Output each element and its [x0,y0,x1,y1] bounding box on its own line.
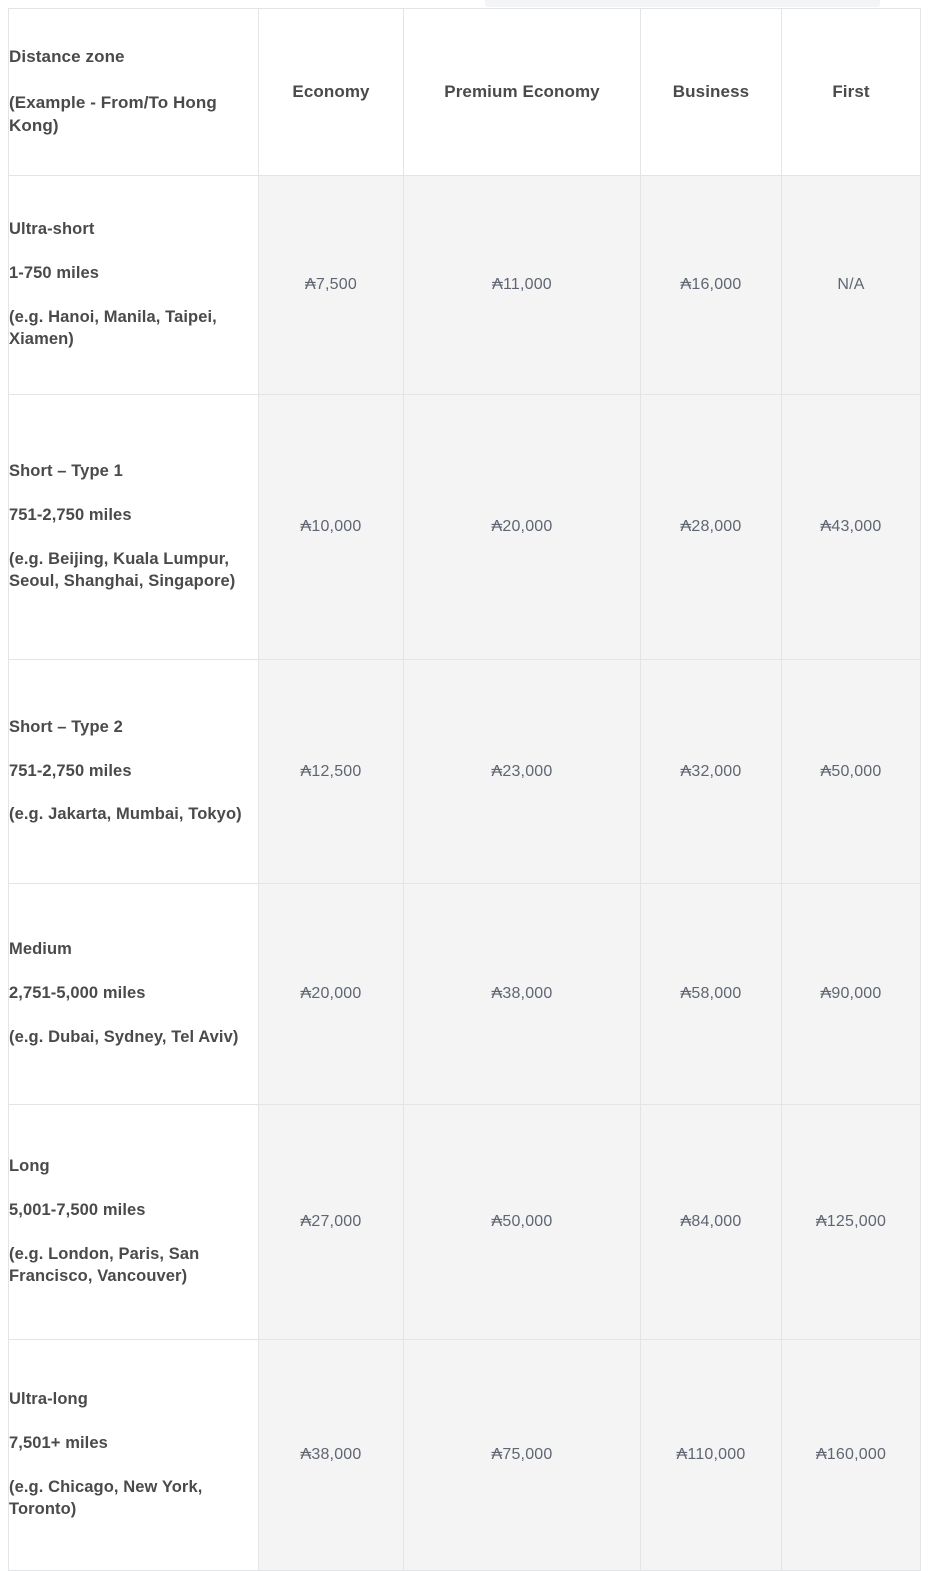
value-economy: ₳12,500 [259,660,404,884]
award-chart-container [8,8,920,1571]
value-economy: ₳20,000 [259,884,404,1105]
zone-examples: (e.g. Chicago, New York, Toronto) [9,1478,203,1518]
column-header-business: Business [641,9,782,176]
value-first: ₳43,000 [782,395,921,660]
distance-zone-subtitle: (Example - From/To Hong Kong) [9,93,217,135]
value-premium-economy: ₳50,000 [404,1105,641,1340]
value-economy: ₳10,000 [259,395,404,660]
value-first: ₳160,000 [782,1340,921,1571]
scrolled-element-sliver [485,0,880,7]
table-header [9,9,921,176]
table-row [9,395,921,660]
value-economy: ₳38,000 [259,1340,404,1571]
zone-name: Short – Type 2 [9,717,123,736]
value-premium-economy: ₳20,000 [404,395,641,660]
zone-name: Medium [9,940,72,959]
value-premium-economy: ₳38,000 [404,884,641,1105]
value-premium-economy: ₳23,000 [404,660,641,884]
zone-cell [9,884,259,1105]
value-economy: ₳27,000 [259,1105,404,1340]
zone-miles: 7,501+ miles [9,1434,108,1453]
table-row [9,176,921,395]
distance-zone-title: Distance zone [9,47,125,67]
column-header-premium-economy: Premium Economy [404,9,641,176]
value-business: ₳28,000 [641,395,782,660]
award-chart-table [8,8,921,1571]
zone-name: Long [9,1157,50,1176]
value-business: ₳32,000 [641,660,782,884]
value-first: ₳50,000 [782,660,921,884]
column-header-first: First [782,9,921,176]
table-body [9,176,921,1571]
zone-examples: (e.g. Beijing, Kuala Lumpur, Seoul, Shanghai, Singapore) [9,550,236,590]
value-first: ₳90,000 [782,884,921,1105]
value-business: ₳110,000 [641,1340,782,1571]
value-business: ₳84,000 [641,1105,782,1340]
value-first: ₳125,000 [782,1105,921,1340]
zone-examples: (e.g. Dubai, Sydney, Tel Aviv) [9,1027,239,1046]
table-row [9,884,921,1105]
zone-miles: 751-2,750 miles [9,506,132,525]
value-business: ₳16,000 [641,176,782,395]
zone-name: Short – Type 1 [9,462,123,481]
zone-name: Ultra-short [9,220,95,239]
column-header-distance-zone [9,9,259,176]
column-header-economy: Economy [259,9,404,176]
zone-cell [9,176,259,395]
table-row [9,660,921,884]
value-economy: ₳7,500 [259,176,404,395]
zone-cell [9,660,259,884]
zone-cell [9,395,259,660]
value-business: ₳58,000 [641,884,782,1105]
value-first: N/A [782,176,921,395]
zone-miles: 5,001-7,500 miles [9,1201,146,1220]
table-row [9,1105,921,1340]
zone-cell [9,1105,259,1340]
zone-miles: 1-750 miles [9,264,100,283]
zone-examples: (e.g. Hanoi, Manila, Taipei, Xiamen) [9,308,217,348]
value-premium-economy: ₳75,000 [404,1340,641,1571]
zone-name: Ultra-long [9,1390,88,1409]
zone-examples: (e.g. Jakarta, Mumbai, Tokyo) [9,805,242,824]
zone-examples: (e.g. London, Paris, San Francisco, Vancouver) [9,1245,200,1285]
header-row [9,9,921,176]
zone-miles: 751-2,750 miles [9,761,132,780]
zone-miles: 2,751-5,000 miles [9,984,146,1003]
value-premium-economy: ₳11,000 [404,176,641,395]
